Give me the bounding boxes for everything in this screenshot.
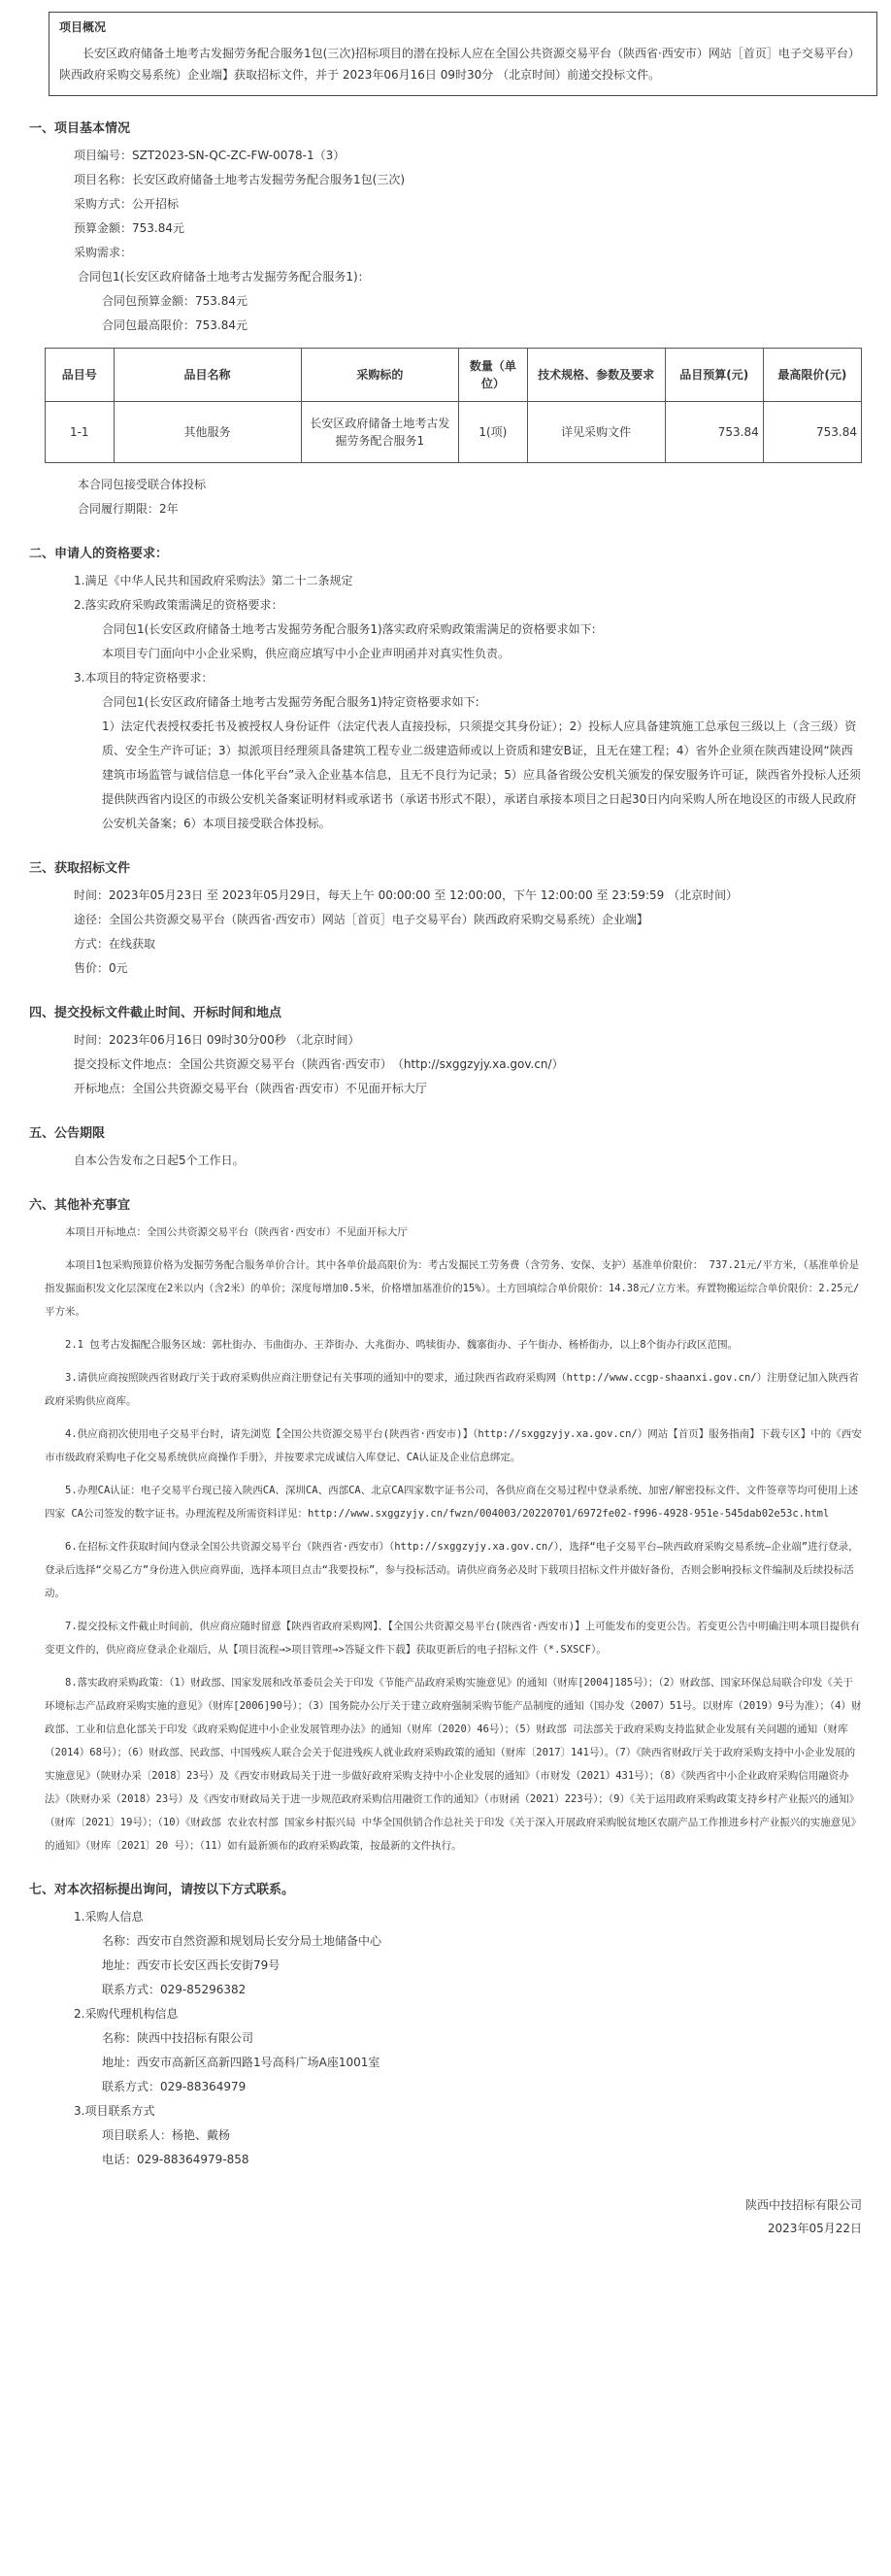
agent-phone: 联系方式：029-88364979	[102, 2080, 247, 2093]
table-cell: 其他服务	[114, 402, 301, 463]
opening-location: 开标地点：全国公共资源交易平台（陕西省·西安市）不见面开标大厅	[74, 1082, 427, 1095]
other-note: 7.提交投标文件截止时间前，供应商应随时留意【陕西省政府采购网】、【全国公共资源交易平台(陕西省·西安市)】上可能发布的变更公告。若变更公告中明确注明本项目提供有变更文件的，供应商应登录企业端后，从【项目流程→>项目管理→>答疑文件下载】获取更新后的电子招标文件（*.SXSCF）。	[45, 1621, 861, 1656]
items-table	[45, 348, 862, 463]
section-title: 二、申请人的资格要求：	[29, 547, 169, 561]
project-name: 项目名称：长安区政府储备土地考古发掘劳务配合服务1包(三次)	[74, 173, 406, 186]
signature-date: 2023年05月22日	[767, 2222, 862, 2235]
agent-address: 地址：西安市高新区高新四路1号高科广场A座1001室	[102, 2056, 380, 2069]
contact-heading: 3.项目联系方式	[74, 2104, 155, 2118]
other-note: 本项目1包采购预算价格为发掘劳务配合服务单价合计。其中各单价最高限价为：考古发掘民工劳务费（含劳务、安保、支护）基准单价限价： 737.21元/平方米，（基准单价是指发掘面积发文化层深度在2米以内（含2米）的单价；深度每增加0.5米，价格增加基准价的15%）。土方回填综合单价限价：14.38元/立方米。弃置物搬运综合单价限价：2.25元/平方米。	[45, 1259, 860, 1318]
table-header: 最高限价(元)	[763, 349, 861, 402]
section-basic-info	[29, 117, 862, 521]
overview-title: 项目概况	[59, 20, 107, 34]
get-docs-way: 途径：全国公共资源交易平台（陕西省·西安市）网站［首页］电子交易平台）陕西政府采购交易系统）企业端】	[74, 913, 648, 926]
table-cell: 详见采购文件	[527, 402, 665, 463]
contract-budget: 合同包预算金额：753.84元	[102, 294, 248, 308]
table-header: 品目预算(元)	[665, 349, 763, 402]
other-note: 3.请供应商按照陕西省财政厅关于政府采购供应商注册登记有关事项的通知中的要求，通过陕西省政府采购网（http://www.ccgp-shaanxi.gov.cn/）注册登记加入陕西省政府采购供应商库。	[45, 1372, 859, 1407]
contact-person: 项目联系人：杨艳、戴杨	[102, 2128, 231, 2142]
get-docs-price: 售价：0元	[74, 961, 128, 975]
table-cell: 753.84	[763, 402, 861, 463]
other-note: 5.办理CA认证：电子交易平台现已接入陕西CA、深圳CA、西部CA、北京CA四家数字证书公司，各供应商在交易过程中登录系统、加密/解密投标文件、文件签章等均可使用上述四家 CA公司签发的数字证书。办理流程及所需资料详见：http://www.sxggzyjy.cn/fwzn/004003/20220701/6972fe02-f996-4928-951e-545dab02e53c.html	[45, 1485, 859, 1520]
other-note: 6.在招标文件获取时间内登录全国公共资源交易平台（陕西省·西安市）（http://sxggzyjy.xa.gov.cn/），选择“电子交易平台—陕西政府采购交易系统—企业端”进行登录，登录后选择“交易乙方”身份进入供应商界面，选择本项目点击“我要投标”，参与投标活动。请供应商务必及时下载项目招标文件并做好备份，否则会影响投标文件编制及后续投标活动。	[45, 1541, 859, 1599]
project-overview-box	[49, 12, 877, 96]
signature-block	[29, 2193, 862, 2240]
contact-phone: 电话：029-88364979-858	[102, 2153, 249, 2166]
qual-item-3-b: 1）法定代表授权委托书及被授权人身份证件（法定代表人直接投标，只须提交其身份证）；2）投标人应具备建筑施工总承包三级以上（含三级）资质、安全生产许可证；3）拟派项目经理须具备建筑工程专业二级建造师或以上资质和建安B证，且无在建工程；4）省外企业须在陕西建设网“陕西建筑市场监管与诚信信息一体化平台”录入企业基本信息，且无不良行为记录；5）应具备省级公安机关颁发的保安服务许可证，陕西省外投标人还须提供陕西省内设区的市级公安机关备案证明材料或承诺书（承诺书形式不限），承诺自承接本项目之日起30日内向采购人所在地设区的市级人民政府公安机关备案；6）本项目接受联合体投标。	[102, 719, 861, 830]
table-cell: 753.84	[665, 402, 763, 463]
table-header: 数量（单位）	[459, 349, 528, 402]
section-notice-period	[29, 1122, 862, 1173]
contract-package: 合同包1(长安区政府储备土地考古发掘劳务配合服务1)：	[78, 270, 370, 284]
company-signature: 陕西中技招标有限公司	[744, 2198, 862, 2212]
overview-text: 长安区政府储备土地考古发掘劳务配合服务1包(三次)招标项目的潜在投标人应在全国公共资源交易平台（陕西省·西安市）网站［首页］电子交易平台）陕西政府采购交易系统）企业端】获取招标文件，并于 2023年06月16日 09时30分 （北京时间）前递交投标文件。	[59, 47, 860, 82]
procurement-demand: 采购需求：	[74, 246, 133, 259]
section-title: 五、公告期限	[29, 1126, 106, 1141]
deadline-time: 时间：2023年06月16日 09时30分00秒 （北京时间）	[74, 1033, 360, 1047]
buyer-address: 地址：西安市长安区西长安街79号	[102, 1958, 280, 1972]
other-note: 4.供应商初次使用电子交易平台时，请先浏览【全国公共资源交易平台(陕西省·西安市)】（http://sxggzyjy.xa.gov.cn/）网站【首页】服务指南】下载专区】中的《西安市市级政府采购电子化交易系统供应商操作手册》，并按要求完成诚信入库登记、CA认证及企业信息绑定。	[45, 1428, 862, 1463]
qual-item-1: 1.满足《中华人民共和国政府采购法》第二十二条规定	[74, 574, 353, 587]
contract-term: 合同履行期限：2年	[78, 502, 179, 516]
other-note: 8.落实政府采购政策：（1）财政部、国家发展和改革委员会关于印发《节能产品政府采购实施意见》的通知（财库[2004]185号）；（2）财政部、国家环保总局联合印发《关于环境标志产品政府采购实施的意见》（财库[2006]90号）；（3）国务院办公厅关于建立政府强制采购节能产品制度的通知（国办发（2007）51号。以财库（2019）9号为准）；（4）财政部、工业和信息化部关于印发《政府采购促进中小企业发展管理办法》的通知（财库（2020）46号）；（5）财政部 司法部关于政府采购支持监狱企业发展有关问题的通知（财库（2014）68号）；（6）财政部、民政部、中国残疾人联合会关于促进残疾人就业政府采购政策的通知（财库〔2017〕141号）。（7）《陕西省财政厅关于政府采购支持中小企业发展的实施意见》（陕财办采〔2018〕23号）及《西安市财政局关于进一步做好政府采购支持中小企业发展的通知》（市财发（2021）431号）；（8）《陕西省中小企业政府采购信用融资办法》（陕财办采（2018）23号）及《西安市财政局关于进一步规范政府采购信用融资工作的通知》（市财函（2021）223号）；（9）《关于运用政府采购政策支持乡村产业振兴的通知》（财库〔2021〕19号）；（10）《财政部 农业农村部 国家乡村振兴局 中华全国供销合作总社关于印发《关于深入开展政府采购脱贫地区农副产品工作推进乡村产业振兴的实施意见》的通知》（财库〔2021〕20 号）；（11）如有最新颁布的政府采购政策，按最新的文件执行。	[45, 1677, 862, 1852]
notice-period-text: 自本公告发布之日起5个工作日。	[74, 1154, 245, 1167]
table-header: 采购标的	[301, 349, 458, 402]
other-note: 2.1 包考古发掘配合服务区域：郭杜街办、韦曲街办、王莽街办、大兆街办、鸣犊街办、魏寨街办、子午街办、杨桥街办，以上8个街办行政区范围。	[65, 1339, 739, 1351]
table-header: 品目名称	[114, 349, 301, 402]
buyer-phone: 联系方式：029-85296382	[102, 1983, 247, 1996]
announcement-page	[29, 12, 862, 2240]
section-title: 一、项目基本情况	[29, 121, 131, 136]
get-docs-mode: 方式：在线获取	[74, 937, 156, 951]
get-docs-time: 时间：2023年05月23日 至 2023年05月29日，每天上午 00:00:00 至 12:00:00，下午 12:00:00 至 23:59:59 （北京时间）	[74, 888, 739, 902]
section-title: 七、对本次招标提出询问，请按以下方式联系。	[29, 1883, 295, 1897]
budget-amount: 预算金额：753.84元	[74, 221, 184, 235]
table-header: 品目号	[46, 349, 115, 402]
other-note: 本项目开标地点：全国公共资源交易平台（陕西省·西安市）不见面开标大厅	[65, 1226, 408, 1238]
qual-item-3-a: 合同包1(长安区政府储备土地考古发掘劳务配合服务1)特定资格要求如下:	[102, 695, 479, 709]
procurement-method: 采购方式：公开招标	[74, 197, 180, 211]
table-header-row	[46, 349, 862, 402]
qual-item-2: 2.落实政府采购政策需满足的资格要求：	[74, 598, 283, 612]
joint-bid-note: 本合同包接受联合体投标	[78, 478, 207, 491]
agent-name: 名称：陕西中技招标有限公司	[102, 2031, 254, 2045]
section-title: 六、其他补充事宜	[29, 1198, 131, 1213]
submit-location: 提交投标文件地点：全国公共资源交易平台（陕西省·西安市） （http://sxggzyjy.xa.gov.cn/）	[74, 1057, 564, 1071]
section-title: 四、提交投标文件截止时间、开标时间和地点	[29, 1006, 282, 1020]
section-deadline	[29, 1002, 862, 1101]
qual-item-3: 3.本项目的特定资格要求：	[74, 671, 214, 685]
qual-item-2-a: 合同包1(长安区政府储备土地考古发掘劳务配合服务1)落实政府采购政策需满足的资格要求如下:	[102, 622, 596, 636]
section-other	[29, 1194, 862, 1857]
section-title: 三、获取招标文件	[29, 861, 131, 876]
project-number: 项目编号：SZT2023-SN-QC-ZC-FW-0078-1（3）	[74, 149, 346, 162]
table-cell: 长安区政府储备土地考古发掘劳务配合服务1	[301, 402, 458, 463]
section-get-docs	[29, 857, 862, 981]
table-cell: 1-1	[46, 402, 115, 463]
section-qualifications	[29, 543, 862, 836]
table-row	[46, 402, 862, 463]
buyer-heading: 1.采购人信息	[74, 1910, 144, 1924]
agent-heading: 2.采购代理机构信息	[74, 2007, 179, 2021]
other-notes	[29, 1221, 862, 1857]
contract-max-price: 合同包最高限价：753.84元	[102, 318, 248, 332]
qual-item-2-b: 本项目专门面向中小企业采购，供应商应填写中小企业声明函并对真实性负责。	[102, 647, 511, 660]
table-header: 技术规格、参数及要求	[527, 349, 665, 402]
table-cell: 1(项)	[459, 402, 528, 463]
section-contact	[29, 1879, 862, 2172]
buyer-name: 名称：西安市自然资源和规划局长安分局土地储备中心	[102, 1934, 382, 1948]
